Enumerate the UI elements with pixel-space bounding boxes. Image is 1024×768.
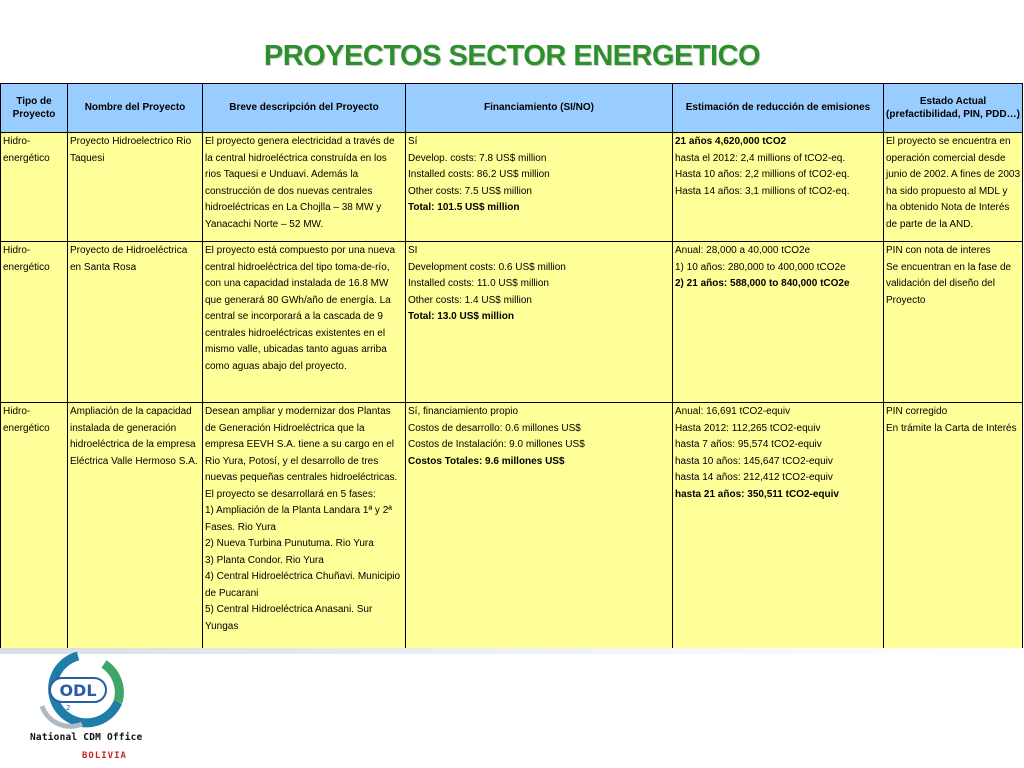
cell-line: El proyecto genera electricidad a través de la central hidroeléctrica construída en los rios Taquesi e Unduavi. Además la construcción de dos nuevas centrales hidroeléctricas en La Chojlla – 38 MW y Yanacachi Norte – 52 MW. [205, 136, 395, 230]
cell-emisiones [673, 133, 884, 242]
column-header-emisiones: Estimación de reducción de emisiones [673, 84, 884, 133]
cell-tipo: Hidro-energético [1, 403, 68, 650]
cell-line: 1) 10 años: 280,000 to 400,000 tCO2e [675, 261, 846, 273]
cell-line: hasta el 2012: 2,4 millions of tCO2-eq. [675, 152, 846, 164]
cell-emisiones [673, 403, 884, 650]
cell-line: hasta 10 años: 145,647 tCO2-equiv [675, 455, 833, 467]
table-header-row [1, 84, 1023, 133]
column-header-estado: Estado Actual (prefactibilidad, PIN, PDD…) [884, 84, 1023, 133]
cell-line: 5) Central Hidroeléctrica Anasani. Sur Yungas [205, 604, 373, 632]
decorative-divider [0, 648, 1024, 654]
cell-line: PIN con nota de interes [886, 245, 991, 256]
cell-line: Other costs: 7.5 US$ million [408, 185, 532, 197]
cell-line-highlight: 2) 21 años: 588,000 to 840,000 tCO2e [675, 278, 850, 289]
cell-line: Installed costs: 11.0 US$ million [408, 278, 549, 289]
cell-descripcion [203, 242, 406, 403]
column-header-financiamiento: Financiamiento (SI/NO) [406, 84, 673, 133]
cell-line: Hasta 10 años: 2,2 millions of tCO2-eq. [675, 169, 850, 180]
cell-line: En trámite la Carta de Interés [886, 422, 1017, 434]
cell-line: Sí [408, 136, 418, 147]
cell-line: 2) Nueva Turbina Punutuma. Rio Yura [205, 538, 374, 549]
logo-subscript: 2 [66, 704, 71, 712]
cell-descripcion [203, 403, 406, 650]
cell-line-highlight: hasta 21 años: 350,511 tCO2-equiv [675, 488, 839, 500]
table-row [1, 133, 1023, 242]
cell-estado [884, 403, 1023, 650]
cell-financiamiento [406, 403, 673, 650]
table-row [1, 403, 1023, 650]
logo-icon [22, 650, 134, 730]
cell-estado [884, 133, 1023, 242]
cell-line: Installed costs: 86.2 US$ million [408, 169, 550, 180]
cell-line: Hasta 2012: 112,265 tCO2-equiv [675, 422, 821, 434]
column-header-nombre: Nombre del Proyecto [68, 84, 203, 133]
cell-tipo: Hidro-energético [1, 133, 68, 242]
cell-line: Hasta 14 años: 3,1 millions of tCO2-eq. [675, 185, 850, 197]
cell-line: hasta 14 años: 212,412 tCO2-equiv [675, 472, 833, 483]
projects-table [0, 83, 1023, 650]
table-row [1, 242, 1023, 403]
cell-line: 3) Planta Condor. Rio Yura [205, 554, 324, 566]
cell-line: Develop. costs: 7.8 US$ million [408, 152, 547, 164]
cell-line: Costos de Instalación: 9.0 millones US$ [408, 439, 585, 450]
cell-line: Anual: 28,000 a 40,000 tCO2e [675, 245, 811, 256]
cell-line: PIN corregido [886, 406, 948, 417]
logo-mark-text: ODL [59, 681, 97, 700]
cell-line: Se encuentran en la fase de validación del diseño del Proyecto [886, 261, 1012, 306]
cdm-office-logo [22, 650, 134, 766]
page-title: PROYECTOS SECTOR ENERGETICO [263, 40, 761, 72]
cell-line-total: Total: 101.5 US$ million [408, 202, 520, 213]
cell-descripcion [203, 133, 406, 242]
cell-line-highlight: 21 años 4,620,000 tCO2 [675, 136, 787, 147]
logo-superscript: C [55, 671, 61, 680]
cell-line: El proyecto está compuesto por una nueva central hidroeléctrica del tipo toma-de-río, con una capacidad instalada de 16.8 MW que generará 80 GWh/año de energía. La central se incorporará a la cascada de 9 centrales hidroeléctricas existentes en el mismo valle, ubicadas tanto aguas arriba como aguas abajo del proyecto. [205, 245, 396, 372]
cell-estado [884, 242, 1023, 403]
logo-country: BOLIVIA [82, 751, 127, 761]
cell-line: Costos de desarrollo: 0.6 millones US$ [408, 422, 581, 434]
cell-nombre: Proyecto Hidroelectrico Rio Taquesi [68, 133, 203, 242]
cell-line: Anual: 16,691 tCO2-equiv [675, 406, 791, 417]
cell-line: SI [408, 245, 418, 256]
cell-financiamiento [406, 242, 673, 403]
column-header-tipo: Tipo de Proyecto [1, 84, 68, 133]
cell-line: Other costs: 1.4 US$ million [408, 294, 532, 306]
cell-financiamiento [406, 133, 673, 242]
cell-line-total: Total: 13.0 US$ million [408, 311, 514, 322]
cell-line: 4) Central Hidroeléctrica Chuñavi. Municipio de Pucarani [205, 571, 401, 599]
cell-line: Desean ampliar y modernizar dos Plantas de Generación Hidroeléctrica que la empresa EEVH S.A. tiene a su cargo en el Rio Yura, Potosí, y el desarrollo de tres nuevas pequeñas centrales hidroeléctricas. El proyecto se desarrollará en 5 fases: [205, 406, 398, 500]
logo-caption: National CDM Office [30, 732, 143, 743]
cell-emisiones [673, 242, 884, 403]
cell-line: El proyecto se encuentra en operación comercial desde junio de 2002. A fines de 2003 ha sido propuesto al MDL y ha obtenido Nota de Interés de parte de la AND. [886, 136, 1021, 230]
cell-line: Development costs: 0.6 US$ million [408, 261, 566, 273]
cell-line-total: Costos Totales: 9.6 millones US$ [408, 455, 565, 467]
cell-line: hasta 7 años: 95,574 tCO2-equiv [675, 439, 822, 450]
cell-line: 1) Ampliación de la Planta Landara 1ª y 2ª Fases. Rio Yura [205, 505, 392, 533]
cell-line: Sí, financiamiento propio [408, 406, 519, 417]
column-header-descripcion: Breve descripción del Proyecto [203, 84, 406, 133]
cell-nombre: Proyecto de Hidroeléctrica en Santa Rosa [68, 242, 203, 403]
cell-nombre: Ampliación de la capacidad instalada de generación hidroeléctrica de la empresa Eléctrica Valle Hermoso S.A. [68, 403, 203, 650]
cell-tipo: Hidro-energético [1, 242, 68, 403]
